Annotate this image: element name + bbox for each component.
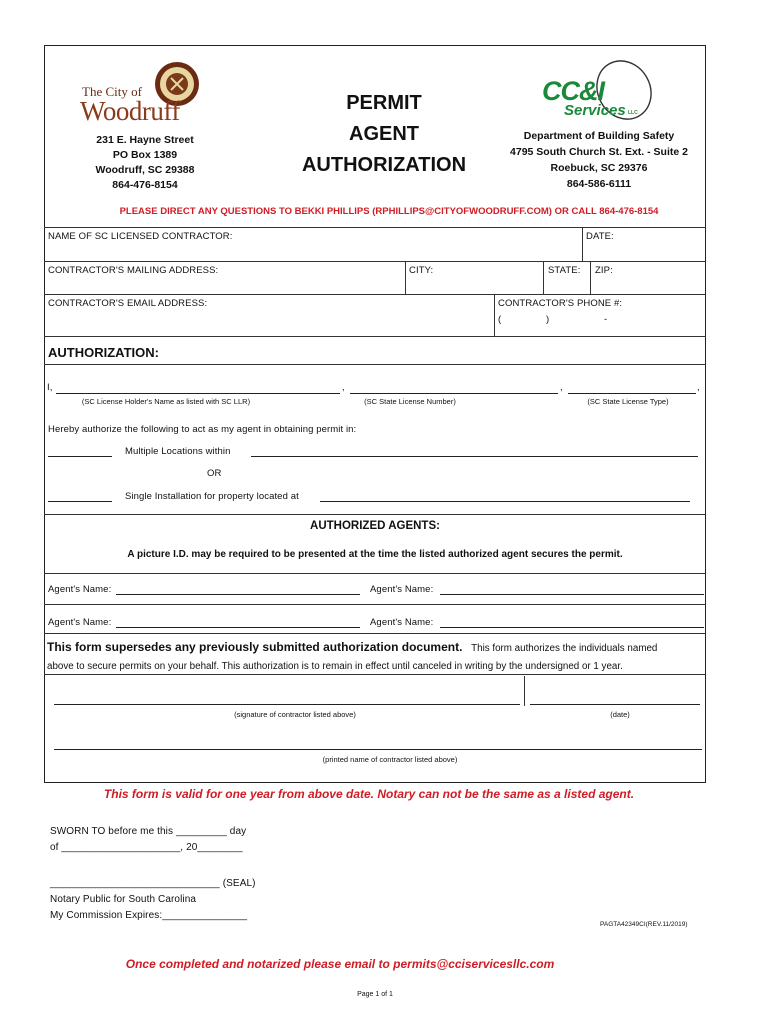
comma: ,	[560, 382, 563, 393]
city-logo-main-text: Woodruff	[80, 96, 180, 126]
supersede-bold: This form supersedes any previously submitted authorization document.	[47, 640, 463, 654]
single-installation-field[interactable]	[320, 501, 690, 502]
supersede-line-1	[47, 638, 707, 658]
caption-license-type: (SC State License Type)	[587, 397, 669, 406]
dept-address-line: Department of Building Safety	[523, 130, 675, 142]
divider	[44, 573, 706, 574]
page-title	[284, 88, 484, 181]
agent-name-field[interactable]	[440, 627, 704, 628]
phone-open-paren: (	[498, 314, 502, 325]
city-label: CITY:	[409, 265, 434, 276]
license-holder-name-field[interactable]	[56, 393, 340, 394]
divider	[44, 674, 706, 675]
license-type-field[interactable]	[568, 393, 696, 394]
city-logo-top-text: The City of	[82, 84, 142, 99]
dept-address-line: 864-586-6111	[566, 178, 632, 190]
cci-logo-main: CC&I	[542, 76, 604, 106]
supersede-text	[47, 638, 707, 676]
agent-name-label: Agent's Name:	[370, 584, 434, 595]
city-logo	[80, 58, 210, 128]
email-notice: Once completed and notarized please email to permits@cciservicesllc.com	[125, 957, 555, 971]
divider	[44, 633, 706, 634]
title-line: AGENT	[349, 123, 419, 145]
divider	[44, 261, 706, 262]
divider	[524, 676, 525, 706]
comma: ,	[697, 382, 700, 393]
title-line: AUTHORIZATION	[301, 154, 467, 176]
contractor-name-label: NAME OF SC LICENSED CONTRACTOR:	[48, 231, 233, 242]
seal-line: ______________________________ (SEAL)	[50, 878, 256, 889]
supersede-text-2: above to secure permits on your behalf. This authorization is to remain in effect until canceled in writing by the undersigned or 1 year.	[47, 661, 623, 672]
signature-date-field[interactable]	[530, 704, 700, 705]
sworn-line: SWORN TO before me this _________ day	[50, 826, 247, 837]
city-address-line: PO Box 1389	[112, 149, 178, 161]
authorization-heading: AUTHORIZATION:	[48, 345, 159, 360]
commission-line: My Commission Expires:_______________	[50, 910, 248, 921]
cci-logo	[536, 56, 666, 122]
mailing-address-label: CONTRACTOR'S MAILING ADDRESS:	[48, 265, 219, 276]
state-label: STATE:	[548, 265, 581, 276]
printed-name-caption: (printed name of contractor listed above)	[322, 755, 458, 764]
caption-license-name: (SC License Holder's Name as listed with SC LLR)	[81, 397, 251, 406]
city-address	[70, 133, 220, 193]
multiple-locations-field[interactable]	[251, 456, 698, 457]
cci-logo-sub: Services	[564, 102, 626, 119]
city-address-line: 864-476-8154	[112, 179, 178, 191]
phone-close-paren: )	[546, 314, 550, 325]
comma: ,	[342, 382, 345, 393]
single-checkbox-line[interactable]	[48, 501, 112, 502]
i-prefix: I,	[47, 382, 53, 393]
contact-notice: PLEASE DIRECT ANY QUESTIONS TO BEKKI PHILLIPS (RPHILLIPS@CITYOFWOODRUFF.COM) OR CALL 864-476-8154	[119, 206, 659, 217]
notary-section	[50, 824, 256, 924]
or-label: OR	[207, 468, 222, 479]
picture-id-notice: A picture I.D. may be required to be presented at the time the listed authorized agent secures the permit.	[127, 549, 623, 560]
zip-label: ZIP:	[595, 265, 613, 276]
cci-logo-llc: LLC	[628, 110, 638, 116]
phone-dash: -	[604, 314, 608, 325]
divider	[44, 514, 706, 515]
divider	[543, 261, 544, 294]
divider	[44, 336, 706, 337]
divider	[44, 227, 706, 228]
divider	[582, 227, 583, 261]
divider	[44, 294, 706, 295]
supersede-text-1: This form authorizes the individuals named	[471, 643, 658, 654]
divider	[494, 294, 495, 336]
agent-name-field[interactable]	[116, 627, 360, 628]
city-address-line: Woodruff, SC 29388	[95, 164, 195, 176]
of-line: of _____________________, 20________	[50, 842, 243, 853]
page-number: Page 1 of 1	[357, 991, 393, 998]
agent-name-label: Agent's Name:	[370, 617, 434, 628]
multiple-locations-label: Multiple Locations within	[125, 446, 231, 457]
multiple-checkbox-line[interactable]	[48, 456, 112, 457]
divider	[44, 604, 706, 605]
divider	[405, 261, 406, 294]
dept-address-line: 4795 South Church St. Ext. - Suite 2	[510, 146, 688, 158]
phone-label: CONTRACTOR'S PHONE #:	[498, 298, 623, 309]
printed-name-field[interactable]	[54, 749, 702, 750]
agent-name-field[interactable]	[440, 594, 704, 595]
agents-heading: AUTHORIZED AGENTS:	[310, 520, 440, 532]
caption-license-number: (SC State License Number)	[364, 397, 456, 406]
dept-address-line: Roebuck, SC 29376	[550, 162, 648, 174]
validity-notice: This form is valid for one year from above date. Notary can not be the same as a listed agent.	[103, 787, 635, 801]
date-caption: (date)	[610, 710, 630, 719]
divider	[44, 364, 706, 365]
date-label: DATE:	[586, 231, 614, 242]
form-code: PAGTA42349CI(REV.11/2019)	[600, 921, 688, 928]
divider	[590, 261, 591, 294]
title-line: PERMIT	[346, 92, 422, 114]
notary-public-label: Notary Public for South Carolina	[50, 894, 197, 905]
dept-address	[498, 128, 700, 192]
license-number-field[interactable]	[350, 393, 558, 394]
city-address-line: 231 E. Hayne Street	[96, 134, 194, 146]
agent-name-label: Agent's Name:	[48, 584, 112, 595]
agent-name-label: Agent's Name:	[48, 617, 112, 628]
signature-field[interactable]	[54, 704, 520, 705]
agent-name-field[interactable]	[116, 594, 360, 595]
signature-caption: (signature of contractor listed above)	[234, 710, 356, 719]
single-installation-label: Single Installation for property located at	[125, 491, 299, 502]
hereby-text: Hereby authorize the following to act as my agent in obtaining permit in:	[48, 424, 357, 435]
email-label: CONTRACTOR'S EMAIL ADDRESS:	[48, 298, 208, 309]
